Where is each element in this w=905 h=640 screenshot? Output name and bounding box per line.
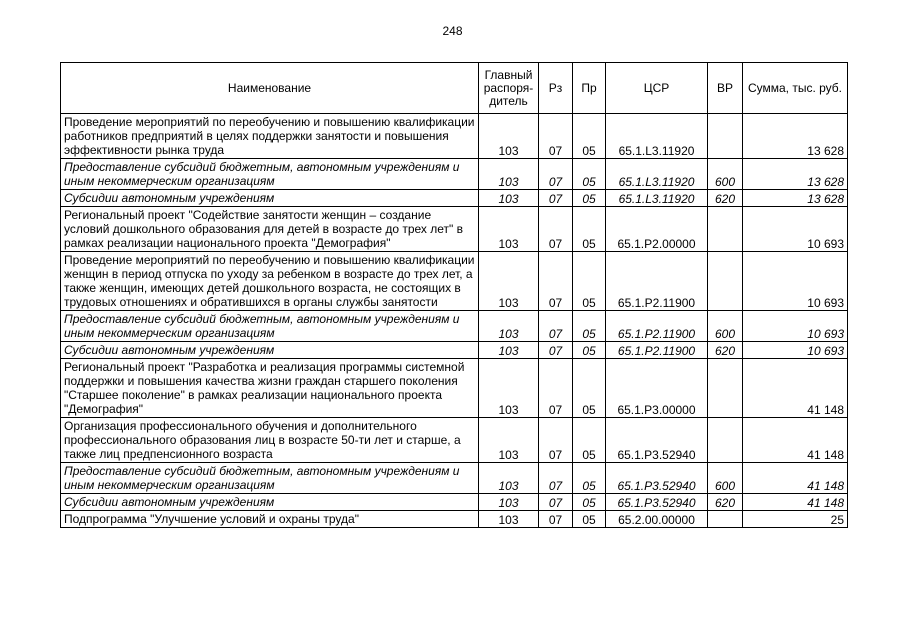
header-sum: Сумма, тыс. руб. (743, 63, 848, 114)
cell-rz: 07 (539, 342, 573, 359)
cell-name: Подпрограмма "Улучшение условий и охраны труда" (61, 511, 479, 528)
cell-pr: 05 (573, 190, 606, 207)
cell-rz: 07 (539, 494, 573, 511)
table-row (61, 207, 848, 252)
cell-rz: 07 (539, 311, 573, 342)
cell-name: Субсидии автономным учреждениям (61, 342, 479, 359)
cell-pr: 05 (573, 359, 606, 418)
cell-rz: 07 (539, 190, 573, 207)
cell-vr (708, 114, 743, 159)
cell-sum: 13 628 (743, 159, 848, 190)
cell-pr: 05 (573, 159, 606, 190)
table-row (61, 252, 848, 311)
cell-rz: 07 (539, 359, 573, 418)
cell-name: Проведение мероприятий по переобучению и повышению квалификации работников предприятий в целях поддержки занятости и повышения эффективности рынка труда (61, 114, 479, 159)
cell-rz: 07 (539, 463, 573, 494)
cell-sum: 41 148 (743, 494, 848, 511)
cell-sum: 41 148 (743, 418, 848, 463)
cell-csr: 65.1.L3.11920 (606, 190, 708, 207)
cell-pr: 05 (573, 463, 606, 494)
table-row (61, 463, 848, 494)
cell-vr: 600 (708, 159, 743, 190)
cell-pr: 05 (573, 494, 606, 511)
cell-csr: 65.1.P2.11900 (606, 252, 708, 311)
cell-grbs: 103 (479, 190, 539, 207)
header-grbs: Главный распоря-дитель (479, 63, 539, 114)
cell-pr: 05 (573, 418, 606, 463)
cell-csr: 65.1.P3.52940 (606, 463, 708, 494)
cell-vr (708, 511, 743, 528)
cell-pr: 05 (573, 252, 606, 311)
cell-grbs: 103 (479, 359, 539, 418)
cell-vr (708, 252, 743, 311)
cell-vr: 600 (708, 463, 743, 494)
header-pr: Пр (573, 63, 606, 114)
cell-grbs: 103 (479, 418, 539, 463)
cell-sum: 10 693 (743, 252, 848, 311)
cell-name: Региональный проект "Разработка и реализация программы системной поддержки и повышения качества жизни граждан старшего поколения "Старшее поколение" в рамках реализации национального проекта "Демография" (61, 359, 479, 418)
cell-rz: 07 (539, 207, 573, 252)
cell-csr: 65.1.P3.00000 (606, 359, 708, 418)
cell-grbs: 103 (479, 511, 539, 528)
cell-csr: 65.1.P3.52940 (606, 494, 708, 511)
cell-rz: 07 (539, 511, 573, 528)
cell-sum: 13 628 (743, 190, 848, 207)
cell-name: Предоставление субсидий бюджетным, автономным учреждениям и иным некоммерческим организациям (61, 311, 479, 342)
cell-vr: 600 (708, 311, 743, 342)
cell-rz: 07 (539, 418, 573, 463)
cell-sum: 25 (743, 511, 848, 528)
cell-sum: 10 693 (743, 311, 848, 342)
cell-name: Предоставление субсидий бюджетным, автономным учреждениям и иным некоммерческим организациям (61, 463, 479, 494)
header-row (61, 63, 848, 114)
cell-name: Субсидии автономным учреждениям (61, 190, 479, 207)
table-row (61, 418, 848, 463)
cell-grbs: 103 (479, 342, 539, 359)
cell-vr: 620 (708, 190, 743, 207)
cell-rz: 07 (539, 114, 573, 159)
cell-pr: 05 (573, 207, 606, 252)
cell-grbs: 103 (479, 494, 539, 511)
cell-sum: 41 148 (743, 359, 848, 418)
cell-grbs: 103 (479, 207, 539, 252)
table-row (61, 114, 848, 159)
cell-vr (708, 418, 743, 463)
cell-vr (708, 359, 743, 418)
page-number: 248 (442, 24, 463, 38)
cell-pr: 05 (573, 311, 606, 342)
table-row (61, 311, 848, 342)
cell-grbs: 103 (479, 463, 539, 494)
cell-rz: 07 (539, 159, 573, 190)
table-row (61, 342, 848, 359)
budget-table (60, 62, 848, 528)
cell-sum: 13 628 (743, 114, 848, 159)
table-row (61, 359, 848, 418)
table-row (61, 511, 848, 528)
cell-csr: 65.1.P3.52940 (606, 418, 708, 463)
cell-rz: 07 (539, 252, 573, 311)
table-row (61, 494, 848, 511)
cell-grbs: 103 (479, 252, 539, 311)
cell-pr: 05 (573, 342, 606, 359)
cell-name: Проведение мероприятий по переобучению и повышению квалификации женщин в период отпуска по уходу за ребенком в возрасте до трех лет, а также женщин, имеющих детей дошкольного возраста, не состоящих в трудовых отношениях и обратившихся в органы службы занятости (61, 252, 479, 311)
header-csr: ЦСР (606, 63, 708, 114)
table-row (61, 190, 848, 207)
cell-csr: 65.1.L3.11920 (606, 114, 708, 159)
cell-vr: 620 (708, 494, 743, 511)
cell-csr: 65.1.P2.00000 (606, 207, 708, 252)
header-vr: ВР (708, 63, 743, 114)
cell-csr: 65.1.L3.11920 (606, 159, 708, 190)
cell-name: Региональный проект "Содействие занятости женщин – создание условий дошкольного образования для детей в возрасте до трех лет" в рамках реализации национального проекта "Демография" (61, 207, 479, 252)
cell-pr: 05 (573, 114, 606, 159)
cell-csr: 65.1.P2.11900 (606, 342, 708, 359)
cell-csr: 65.1.P2.11900 (606, 311, 708, 342)
header-rz: Рз (539, 63, 573, 114)
cell-pr: 05 (573, 511, 606, 528)
cell-sum: 41 148 (743, 463, 848, 494)
cell-csr: 65.2.00.00000 (606, 511, 708, 528)
cell-name: Субсидии автономным учреждениям (61, 494, 479, 511)
cell-grbs: 103 (479, 114, 539, 159)
cell-grbs: 103 (479, 159, 539, 190)
cell-sum: 10 693 (743, 342, 848, 359)
cell-name: Организация профессионального обучения и дополнительного профессионального образования лиц в возрасте 50-ти лет и старше, а также лиц предпенсионного возраста (61, 418, 479, 463)
cell-sum: 10 693 (743, 207, 848, 252)
cell-name: Предоставление субсидий бюджетным, автономным учреждениям и иным некоммерческим организациям (61, 159, 479, 190)
cell-grbs: 103 (479, 311, 539, 342)
header-name: Наименование (61, 63, 479, 114)
table-row (61, 159, 848, 190)
cell-vr (708, 207, 743, 252)
cell-vr: 620 (708, 342, 743, 359)
